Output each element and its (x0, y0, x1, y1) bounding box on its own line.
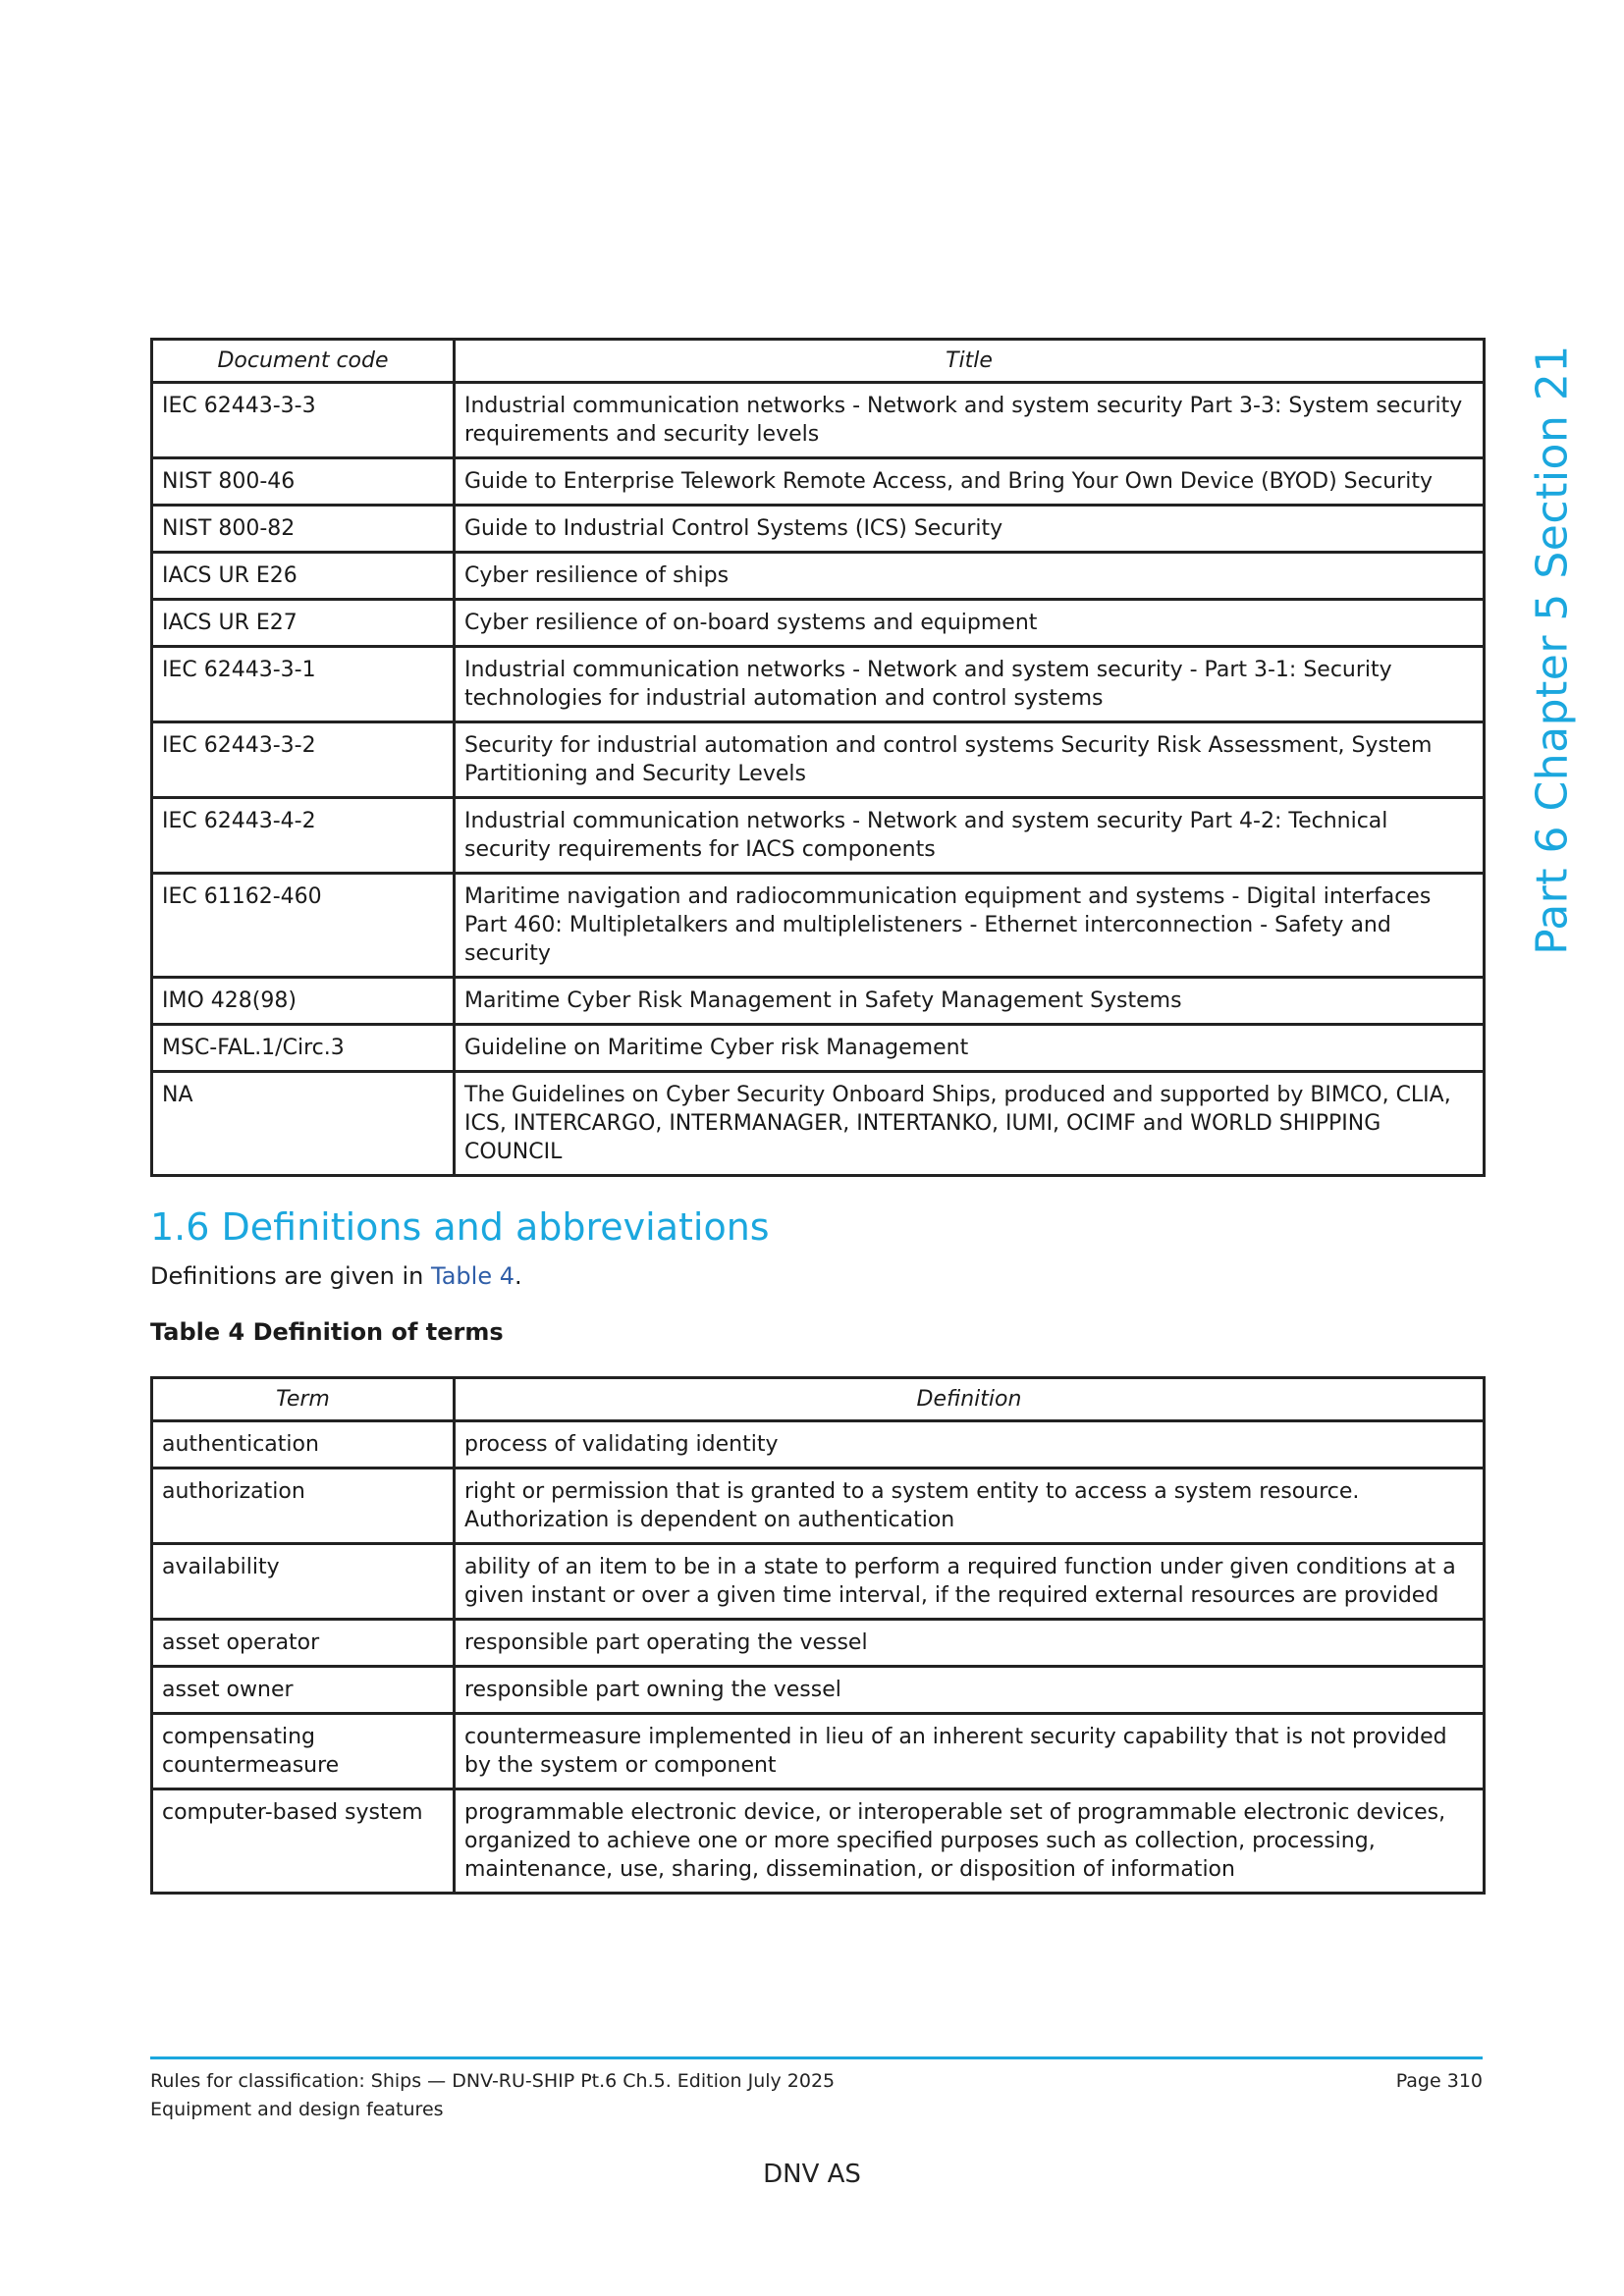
footer-page-number: Page 310 (1395, 2070, 1483, 2092)
table-row (152, 874, 1485, 978)
term-cell: asset operator (152, 1620, 455, 1667)
table-header-row (152, 340, 1485, 383)
term-cell: authentication (152, 1421, 455, 1468)
document-title-cell: Maritime Cyber Risk Management in Safety Management Systems (455, 978, 1485, 1025)
document-code-cell: NIST 800-46 (152, 458, 455, 506)
table-row (152, 722, 1485, 798)
footer-company-name: DNV AS (763, 2160, 861, 2189)
table-row (152, 1544, 1485, 1620)
table-row (152, 1421, 1485, 1468)
term-cell: authorization (152, 1468, 455, 1544)
document-code-cell: IEC 62443-3-3 (152, 383, 455, 458)
document-title-cell: Security for industrial automation and control systems Security Risk Assessment, System Partitioning and Security Levels (455, 722, 1485, 798)
reference-documents-table (150, 338, 1486, 1177)
document-code-cell: NIST 800-82 (152, 506, 455, 553)
document-code-cell: MSC-FAL.1/Circ.3 (152, 1025, 455, 1072)
table-header-row (152, 1378, 1485, 1421)
definition-cell: programmable electronic device, or interoperable set of programmable electronic devices, organized to achieve one or more specified purposes such as collection, processing, maintenance, use, sharing, dissemination, or disposition of information (455, 1789, 1485, 1894)
table-row (152, 553, 1485, 600)
intro-text-prefix: Definitions are given in (150, 1262, 432, 1290)
document-title-cell: Industrial communication networks - Network and system security Part 3-3: System security requirements and security levels (455, 383, 1485, 458)
document-code-cell: IEC 62443-3-1 (152, 647, 455, 722)
table-row (152, 458, 1485, 506)
definition-cell: responsible part operating the vessel (455, 1620, 1485, 1667)
table-row (152, 1620, 1485, 1667)
definition-of-terms-table (150, 1376, 1486, 1895)
document-code-cell: IEC 62443-3-2 (152, 722, 455, 798)
section-side-tab (1527, 345, 1578, 955)
table-row (152, 1025, 1485, 1072)
document-title-cell: The Guidelines on Cyber Security Onboard Ships, produced and supported by BIMCO, CLIA, ICS, INTERCARGO, INTERMANAGER, INTERTANKO, IUMI, OCIMF and WORLD SHIPPING COUNCIL (455, 1072, 1485, 1176)
table-row (152, 798, 1485, 874)
table-caption: Table 4 Definition of terms (150, 1318, 504, 1346)
table-row (152, 647, 1485, 722)
table-row (152, 1667, 1485, 1714)
definition-cell: right or permission that is granted to a system entity to access a system resource. Authorization is dependent on authentication (455, 1468, 1485, 1544)
document-title-cell: Industrial communication networks - Network and system security Part 4-2: Technical security requirements for IACS components (455, 798, 1485, 874)
definition-cell: ability of an item to be in a state to perform a required function under given conditions at a given instant or over a given time interval, if the required external resources are provided (455, 1544, 1485, 1620)
table-row (152, 1468, 1485, 1544)
document-title-cell: Guide to Industrial Control Systems (ICS) Security (455, 506, 1485, 553)
footer-chapter-title: Equipment and design features (150, 2099, 444, 2120)
definition-cell: process of validating identity (455, 1421, 1485, 1468)
table-row (152, 506, 1485, 553)
table-row (152, 600, 1485, 647)
document-code-cell: IEC 62443-4-2 (152, 798, 455, 874)
table-row (152, 1714, 1485, 1789)
table-row (152, 978, 1485, 1025)
document-title-cell: Guide to Enterprise Telework Remote Access, and Bring Your Own Device (BYOD) Security (455, 458, 1485, 506)
term-cell: computer-based system (152, 1789, 455, 1894)
table-row (152, 383, 1485, 458)
term-cell: asset owner (152, 1667, 455, 1714)
document-title-cell: Guideline on Maritime Cyber risk Management (455, 1025, 1485, 1072)
column-header-definition: Definition (455, 1378, 1485, 1421)
column-header-title: Title (455, 340, 1485, 383)
document-title-cell: Maritime navigation and radiocommunication equipment and systems - Digital interfaces Part 460: Multipletalkers and multiplelisteners - Ethernet interconnection - Safety and security (455, 874, 1485, 978)
term-cell: compensating countermeasure (152, 1714, 455, 1789)
column-header-term: Term (152, 1378, 455, 1421)
document-code-cell: IACS UR E27 (152, 600, 455, 647)
definitions-intro (150, 1262, 522, 1290)
document-title-cell: Industrial communication networks - Network and system security - Part 3-1: Security technologies for industrial automation and control systems (455, 647, 1485, 722)
table-row (152, 1789, 1485, 1894)
section-side-label: Part 6 Chapter 5 Section 21 (1527, 345, 1578, 955)
document-title-cell: Cyber resilience of on-board systems and equipment (455, 600, 1485, 647)
section-heading: 1.6 Definitions and abbreviations (150, 1205, 770, 1249)
footer-divider (150, 2056, 1483, 2059)
document-code-cell: NA (152, 1072, 455, 1176)
table-4-link[interactable]: Table 4 (431, 1262, 514, 1290)
document-code-cell: IMO 428(98) (152, 978, 455, 1025)
table-row (152, 1072, 1485, 1176)
footer-document-reference: Rules for classification: Ships — DNV-RU-SHIP Pt.6 Ch.5. Edition July 2025 (150, 2070, 836, 2092)
column-header-document-code: Document code (152, 340, 455, 383)
term-cell: availability (152, 1544, 455, 1620)
definition-cell: countermeasure implemented in lieu of an inherent security capability that is not provided by the system or component (455, 1714, 1485, 1789)
definition-cell: responsible part owning the vessel (455, 1667, 1485, 1714)
document-title-cell: Cyber resilience of ships (455, 553, 1485, 600)
intro-text-suffix: . (514, 1262, 522, 1290)
document-code-cell: IEC 61162-460 (152, 874, 455, 978)
document-code-cell: IACS UR E26 (152, 553, 455, 600)
